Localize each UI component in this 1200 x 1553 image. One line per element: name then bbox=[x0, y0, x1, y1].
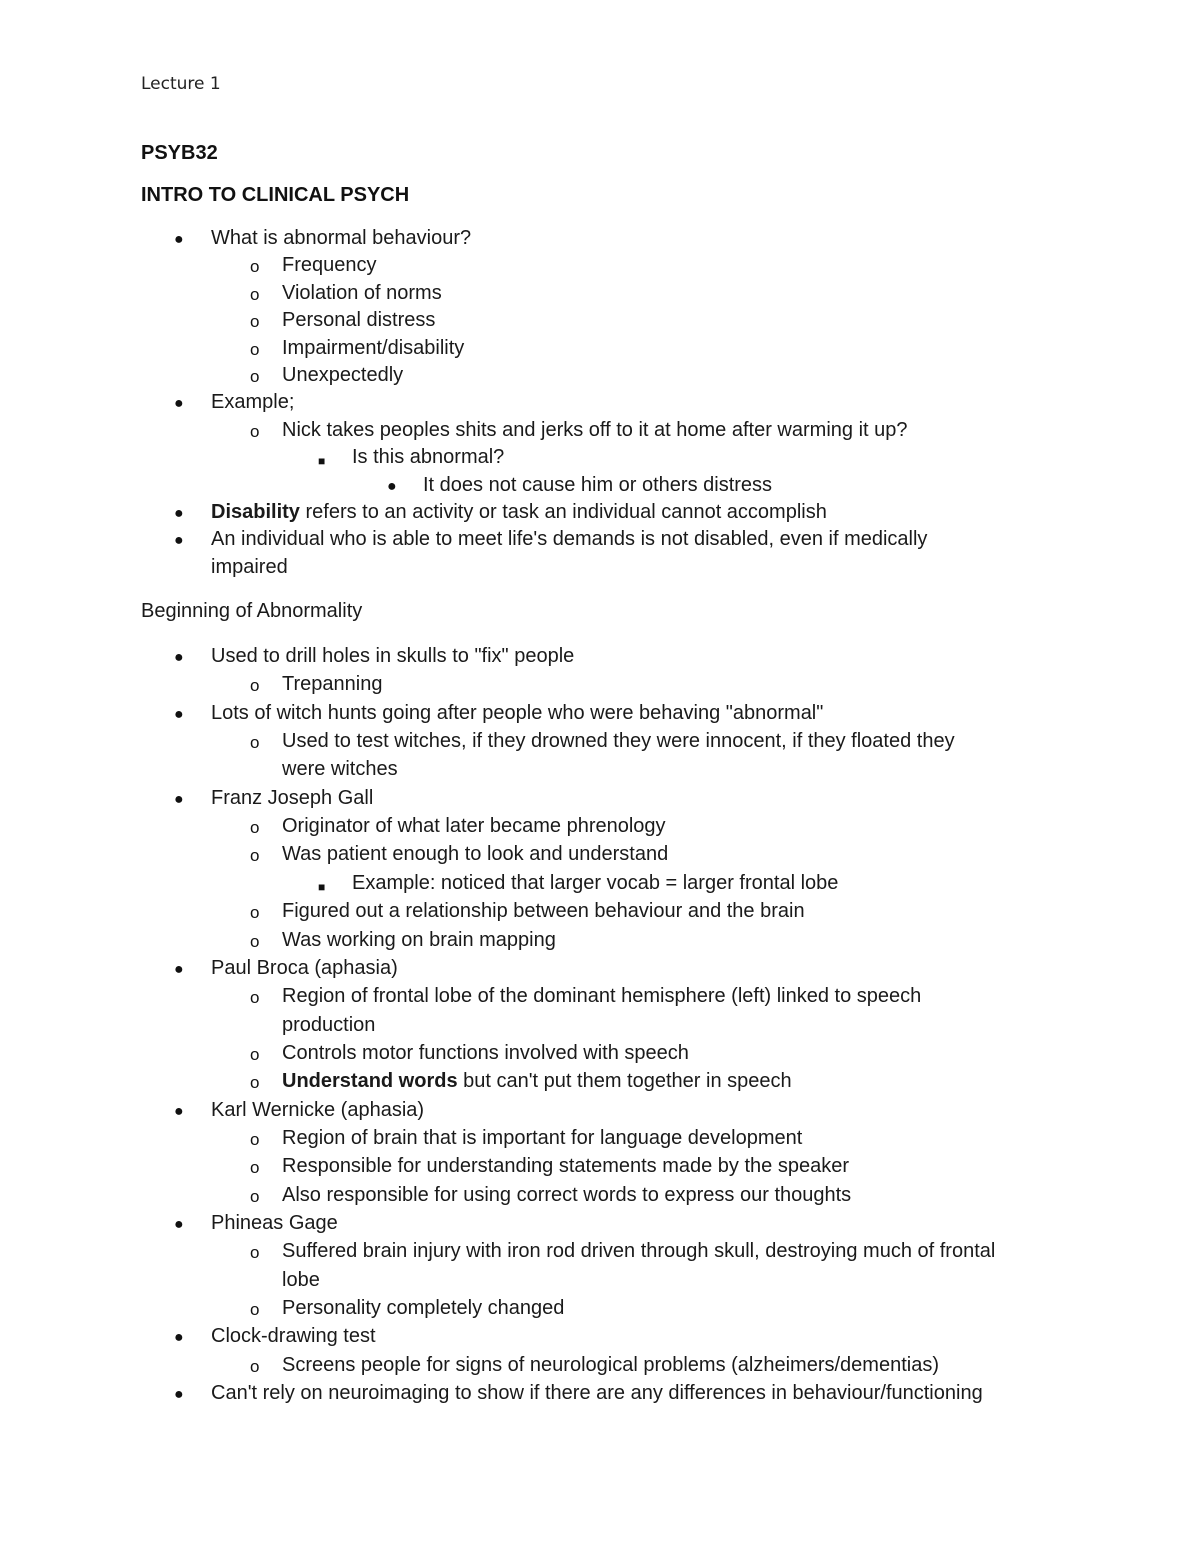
list-item-text: Impairment/disability bbox=[282, 336, 465, 359]
list-item-text: Was working on brain mapping bbox=[282, 928, 556, 951]
bullet-marker-icon: o bbox=[250, 367, 260, 386]
list-item bbox=[282, 1353, 939, 1377]
bullet-marker-icon: o bbox=[250, 931, 260, 951]
bullet-marker-icon: o bbox=[250, 312, 260, 332]
list-item bbox=[282, 899, 805, 923]
list-item-continuation bbox=[282, 1013, 375, 1037]
list-item bbox=[282, 363, 403, 387]
list-item-text: impaired bbox=[211, 555, 288, 578]
page-header: Lecture 1 bbox=[141, 74, 221, 94]
list-item bbox=[211, 701, 823, 725]
list-item-text: Figured out a relationship between behaviour and the brain bbox=[282, 900, 805, 923]
list-item bbox=[211, 226, 471, 250]
list-item-text: Lots of witch hunts going after people who were behaving "abnormal" bbox=[211, 701, 824, 724]
list-item-text: but can't put them together in speech bbox=[457, 1070, 792, 1093]
bullet-marker-icon: ● bbox=[174, 649, 184, 666]
bullet-marker-icon: o bbox=[250, 988, 260, 1008]
list-item bbox=[282, 418, 908, 442]
list-item bbox=[282, 984, 921, 1008]
list-item-text: Used to drill holes in skulls to "fix" people bbox=[211, 645, 575, 667]
list-item bbox=[282, 281, 442, 305]
bullet-marker-icon: o bbox=[250, 903, 260, 923]
bullet-marker-icon: ■ bbox=[318, 454, 326, 469]
bullet-marker-icon: ● bbox=[174, 505, 184, 522]
list-item-text: Clock-drawing test bbox=[211, 1325, 376, 1348]
list-item-text: Used to test witches, if they drowned they were innocent, if they floated they bbox=[282, 730, 955, 753]
bullet-marker-icon: ● bbox=[174, 960, 184, 978]
list-item bbox=[282, 1069, 792, 1093]
list-item bbox=[282, 253, 377, 277]
bullet-marker-icon: o bbox=[250, 284, 260, 304]
list-item bbox=[211, 500, 827, 524]
bold-term: Disability bbox=[211, 501, 300, 523]
bullet-marker-icon: o bbox=[250, 1300, 260, 1320]
list-item-text: Trepanning bbox=[282, 673, 383, 696]
course-title: INTRO TO CLINICAL PSYCH bbox=[141, 184, 410, 206]
bullet-marker-icon: o bbox=[250, 1044, 260, 1064]
list-item bbox=[211, 527, 927, 551]
list-item bbox=[211, 956, 398, 980]
list-item-text: Frequency bbox=[282, 254, 377, 277]
list-item bbox=[211, 1211, 338, 1235]
list-item-text: lobe bbox=[282, 1268, 320, 1291]
list-item bbox=[282, 1154, 849, 1178]
list-item-text: Paul Broca (aphasia) bbox=[211, 956, 398, 979]
list-item bbox=[211, 644, 574, 668]
list-item-text: It does not cause him or others distress bbox=[423, 473, 773, 496]
bullet-marker-icon: o bbox=[250, 676, 260, 696]
bullet-marker-icon: o bbox=[250, 733, 260, 753]
list-item bbox=[282, 308, 435, 332]
list-item-text: Phineas Gage bbox=[211, 1212, 338, 1234]
list-item-text: Region of brain that is important for language development bbox=[282, 1126, 803, 1149]
list-item bbox=[282, 729, 955, 753]
list-item bbox=[282, 814, 666, 838]
list-item bbox=[211, 390, 294, 414]
list-item bbox=[282, 336, 464, 360]
bullet-marker-icon: ● bbox=[174, 790, 184, 808]
list-item-text: production bbox=[282, 1013, 376, 1036]
list-item bbox=[282, 1183, 851, 1207]
list-item-text: Franz Joseph Gall bbox=[211, 786, 374, 809]
bullet-marker-icon: ● bbox=[174, 1216, 184, 1233]
bold-term: Understand words bbox=[282, 1070, 458, 1093]
list-item bbox=[282, 1041, 689, 1065]
bullet-marker-icon: ● bbox=[174, 532, 184, 550]
bullet-marker-icon: ● bbox=[174, 231, 184, 248]
bullet-marker-icon: o bbox=[250, 846, 260, 866]
bullet-marker-icon: ● bbox=[174, 1329, 184, 1347]
list-item-text: Originator of what later became phrenology bbox=[282, 815, 666, 838]
bullet-marker-icon: o bbox=[250, 1073, 260, 1093]
list-item-text: Region of frontal lobe of the dominant hemisphere (left) linked to speech bbox=[282, 985, 922, 1008]
list-item bbox=[282, 842, 668, 866]
bullet-marker-icon: ● bbox=[174, 705, 184, 723]
bullet-marker-icon: o bbox=[250, 1356, 260, 1376]
bullet-marker-icon: o bbox=[250, 339, 260, 359]
bullet-marker-icon: ● bbox=[174, 395, 184, 413]
list-item-text: An individual who is able to meet life's demands is not disabled, even if medically bbox=[211, 528, 928, 551]
list-item-text: Controls motor functions involved with speech bbox=[282, 1041, 689, 1064]
section-heading: Beginning of Abnormality bbox=[141, 600, 363, 622]
list-item bbox=[282, 1126, 802, 1150]
list-item bbox=[211, 1324, 376, 1348]
list-item-text: Was patient enough to look and understand bbox=[282, 843, 669, 866]
list-item bbox=[282, 1296, 564, 1320]
list-item bbox=[211, 786, 373, 810]
list-item-text: Screens people for signs of neurological problems (alzheimers/dementias) bbox=[282, 1353, 939, 1376]
bullet-marker-icon: o bbox=[250, 257, 260, 277]
list-item bbox=[352, 445, 504, 469]
list-item-continuation bbox=[211, 555, 288, 579]
list-item bbox=[211, 1098, 424, 1122]
list-item-text: Is this abnormal? bbox=[352, 446, 505, 469]
list-item-text: Can't rely on neuroimaging to show if there are any differences in behaviour/functioning bbox=[211, 1382, 983, 1405]
list-item-text: Responsible for understanding statements made by the speaker bbox=[282, 1155, 850, 1178]
list-item-text: What is abnormal behaviour? bbox=[211, 227, 472, 249]
list-item bbox=[282, 928, 556, 952]
bullet-marker-icon: ● bbox=[174, 1386, 184, 1404]
course-code: PSYB32 bbox=[141, 142, 218, 164]
bullet-marker-icon: o bbox=[250, 1158, 260, 1178]
bullet-marker-icon: ● bbox=[174, 1102, 184, 1120]
list-item-text: Personality completely changed bbox=[282, 1297, 565, 1320]
list-item-text: Personal distress bbox=[282, 309, 436, 332]
list-item-text: Nick takes peoples shits and jerks off to it at home after warming it up? bbox=[282, 418, 908, 441]
bullet-marker-icon: o bbox=[250, 1186, 260, 1206]
list-item bbox=[352, 871, 838, 895]
list-item-text: Also responsible for using correct words to express our thoughts bbox=[282, 1183, 852, 1206]
bullet-marker-icon: ● bbox=[387, 477, 397, 495]
list-item bbox=[282, 1239, 995, 1263]
list-item-continuation bbox=[282, 1268, 320, 1292]
list-item bbox=[211, 1381, 983, 1405]
list-item bbox=[423, 473, 772, 497]
list-item-text: Suffered brain injury with iron rod driven through skull, destroying much of frontal bbox=[282, 1240, 996, 1263]
list-item-text: Violation of norms bbox=[282, 281, 442, 304]
bullet-marker-icon: o bbox=[250, 1129, 260, 1149]
list-item bbox=[282, 672, 382, 696]
bullet-marker-icon: o bbox=[250, 818, 260, 838]
list-item-continuation bbox=[282, 757, 398, 781]
list-item-text: Example; bbox=[211, 391, 295, 414]
list-item-text: Example: noticed that larger vocab = larger frontal lobe bbox=[352, 871, 839, 894]
bullet-marker-icon: ■ bbox=[318, 879, 326, 894]
list-item-text: were witches bbox=[282, 758, 398, 781]
bullet-marker-icon: o bbox=[250, 1243, 260, 1263]
list-item-text: Unexpectedly bbox=[282, 364, 404, 386]
list-item-text: refers to an activity or task an individual cannot accomplish bbox=[299, 501, 827, 523]
list-item-text: Karl Wernicke (aphasia) bbox=[211, 1098, 425, 1121]
bullet-marker-icon: o bbox=[250, 421, 260, 441]
